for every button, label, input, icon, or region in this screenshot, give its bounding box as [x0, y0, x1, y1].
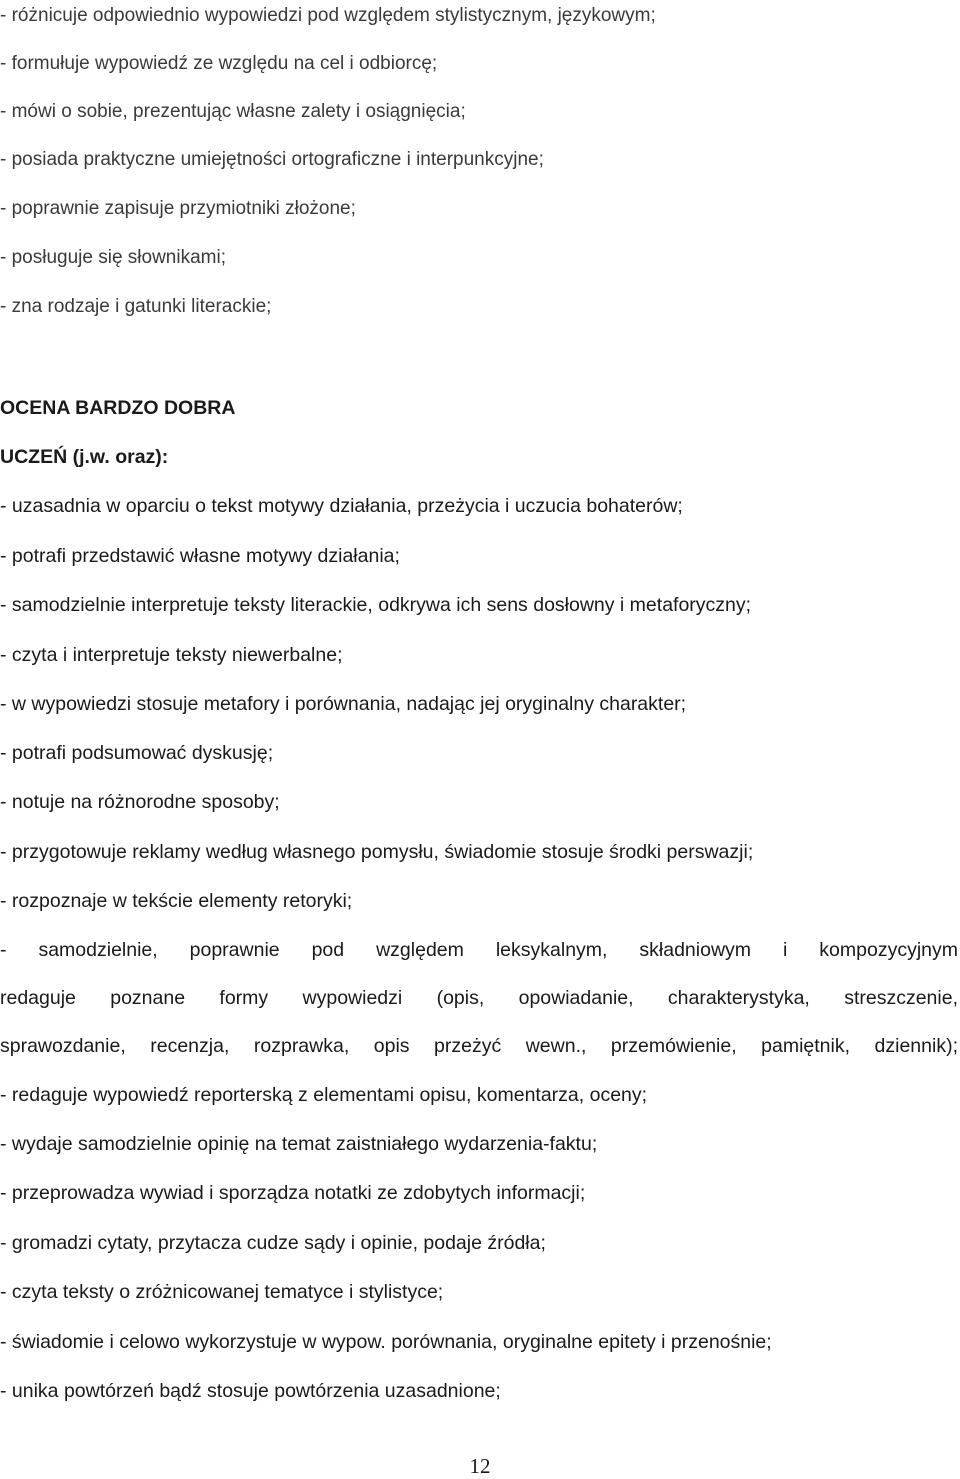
list-item: - przygotowuje reklamy według własnego pomysłu, świadomie stosuje środki perswazji; — [0, 841, 754, 863]
list-item: - posługuje się słownikami; — [0, 247, 226, 268]
list-item: - potrafi przedstawić własne motywy działania; — [0, 545, 400, 567]
list-item: - rozpoznaje w tekście elementy retoryki; — [0, 890, 353, 912]
list-item: - świadomie i celowo wykorzystuje w wypow. porównania, oryginalne epitety i przenośnie; — [0, 1331, 772, 1353]
list-item: - przeprowadza wywiad i sporządza notatki ze zdobytych informacji; — [0, 1182, 586, 1204]
list-item: - formułuje wypowiedź ze względu na cel i odbiorcę; — [0, 53, 438, 74]
list-item: - wydaje samodzielnie opinię na temat zaistniałego wydarzenia-faktu; — [0, 1133, 598, 1155]
list-item: - redaguje wypowiedź reporterską z elementami opisu, komentarza, oceny; — [0, 1084, 648, 1106]
list-item: - czyta i interpretuje teksty niewerbalne; — [0, 644, 343, 666]
list-item-continuation: redaguje poznane formy wypowiedzi (opis, opowiadanie, charakterystyka, streszczenie, — [0, 987, 958, 1009]
list-item: - mówi o sobie, prezentując własne zalety i osiągnięcia; — [0, 101, 466, 122]
list-item: - różnicuje odpowiednio wypowiedzi pod względem stylistycznym, językowym; — [0, 5, 656, 26]
list-item: - zna rodzaje i gatunki literackie; — [0, 296, 272, 317]
list-item: - unika powtórzeń bądź stosuje powtórzenia uzasadnione; — [0, 1380, 501, 1402]
list-item: - poprawnie zapisuje przymiotniki złożone; — [0, 198, 356, 219]
list-item: - notuje na różnorodne sposoby; — [0, 791, 280, 813]
list-item: - czyta teksty o zróżnicowanej tematyce i stylistyce; — [0, 1281, 444, 1303]
section-title: OCENA BARDZO DOBRA — [0, 397, 236, 419]
list-item: - samodzielnie, poprawnie pod względem leksykalnym, składniowym i kompozycyjnym — [0, 939, 958, 961]
list-item: - samodzielnie interpretuje teksty literackie, odkrywa ich sens dosłowny i metaforyczny; — [0, 594, 752, 616]
list-item: - w wypowiedzi stosuje metafory i porównania, nadając jej oryginalny charakter; — [0, 693, 687, 715]
list-item: - uzasadnia w oparciu o tekst motywy działania, przeżycia i uczucia bohaterów; — [0, 495, 683, 517]
list-item: - potrafi podsumować dyskusję; — [0, 742, 274, 764]
list-item: - gromadzi cytaty, przytacza cudze sądy i opinie, podaje źródła; — [0, 1232, 546, 1254]
list-item-continuation: sprawozdanie, recenzja, rozprawka, opis przeżyć wewn., przemówienie, pamiętnik, dziennik); — [0, 1035, 958, 1057]
page-number: 12 — [469, 1454, 491, 1478]
section-subtitle: UCZEŃ (j.w. oraz): — [0, 446, 169, 468]
list-item: - posiada praktyczne umiejętności ortograficzne i interpunkcyjne; — [0, 149, 544, 170]
